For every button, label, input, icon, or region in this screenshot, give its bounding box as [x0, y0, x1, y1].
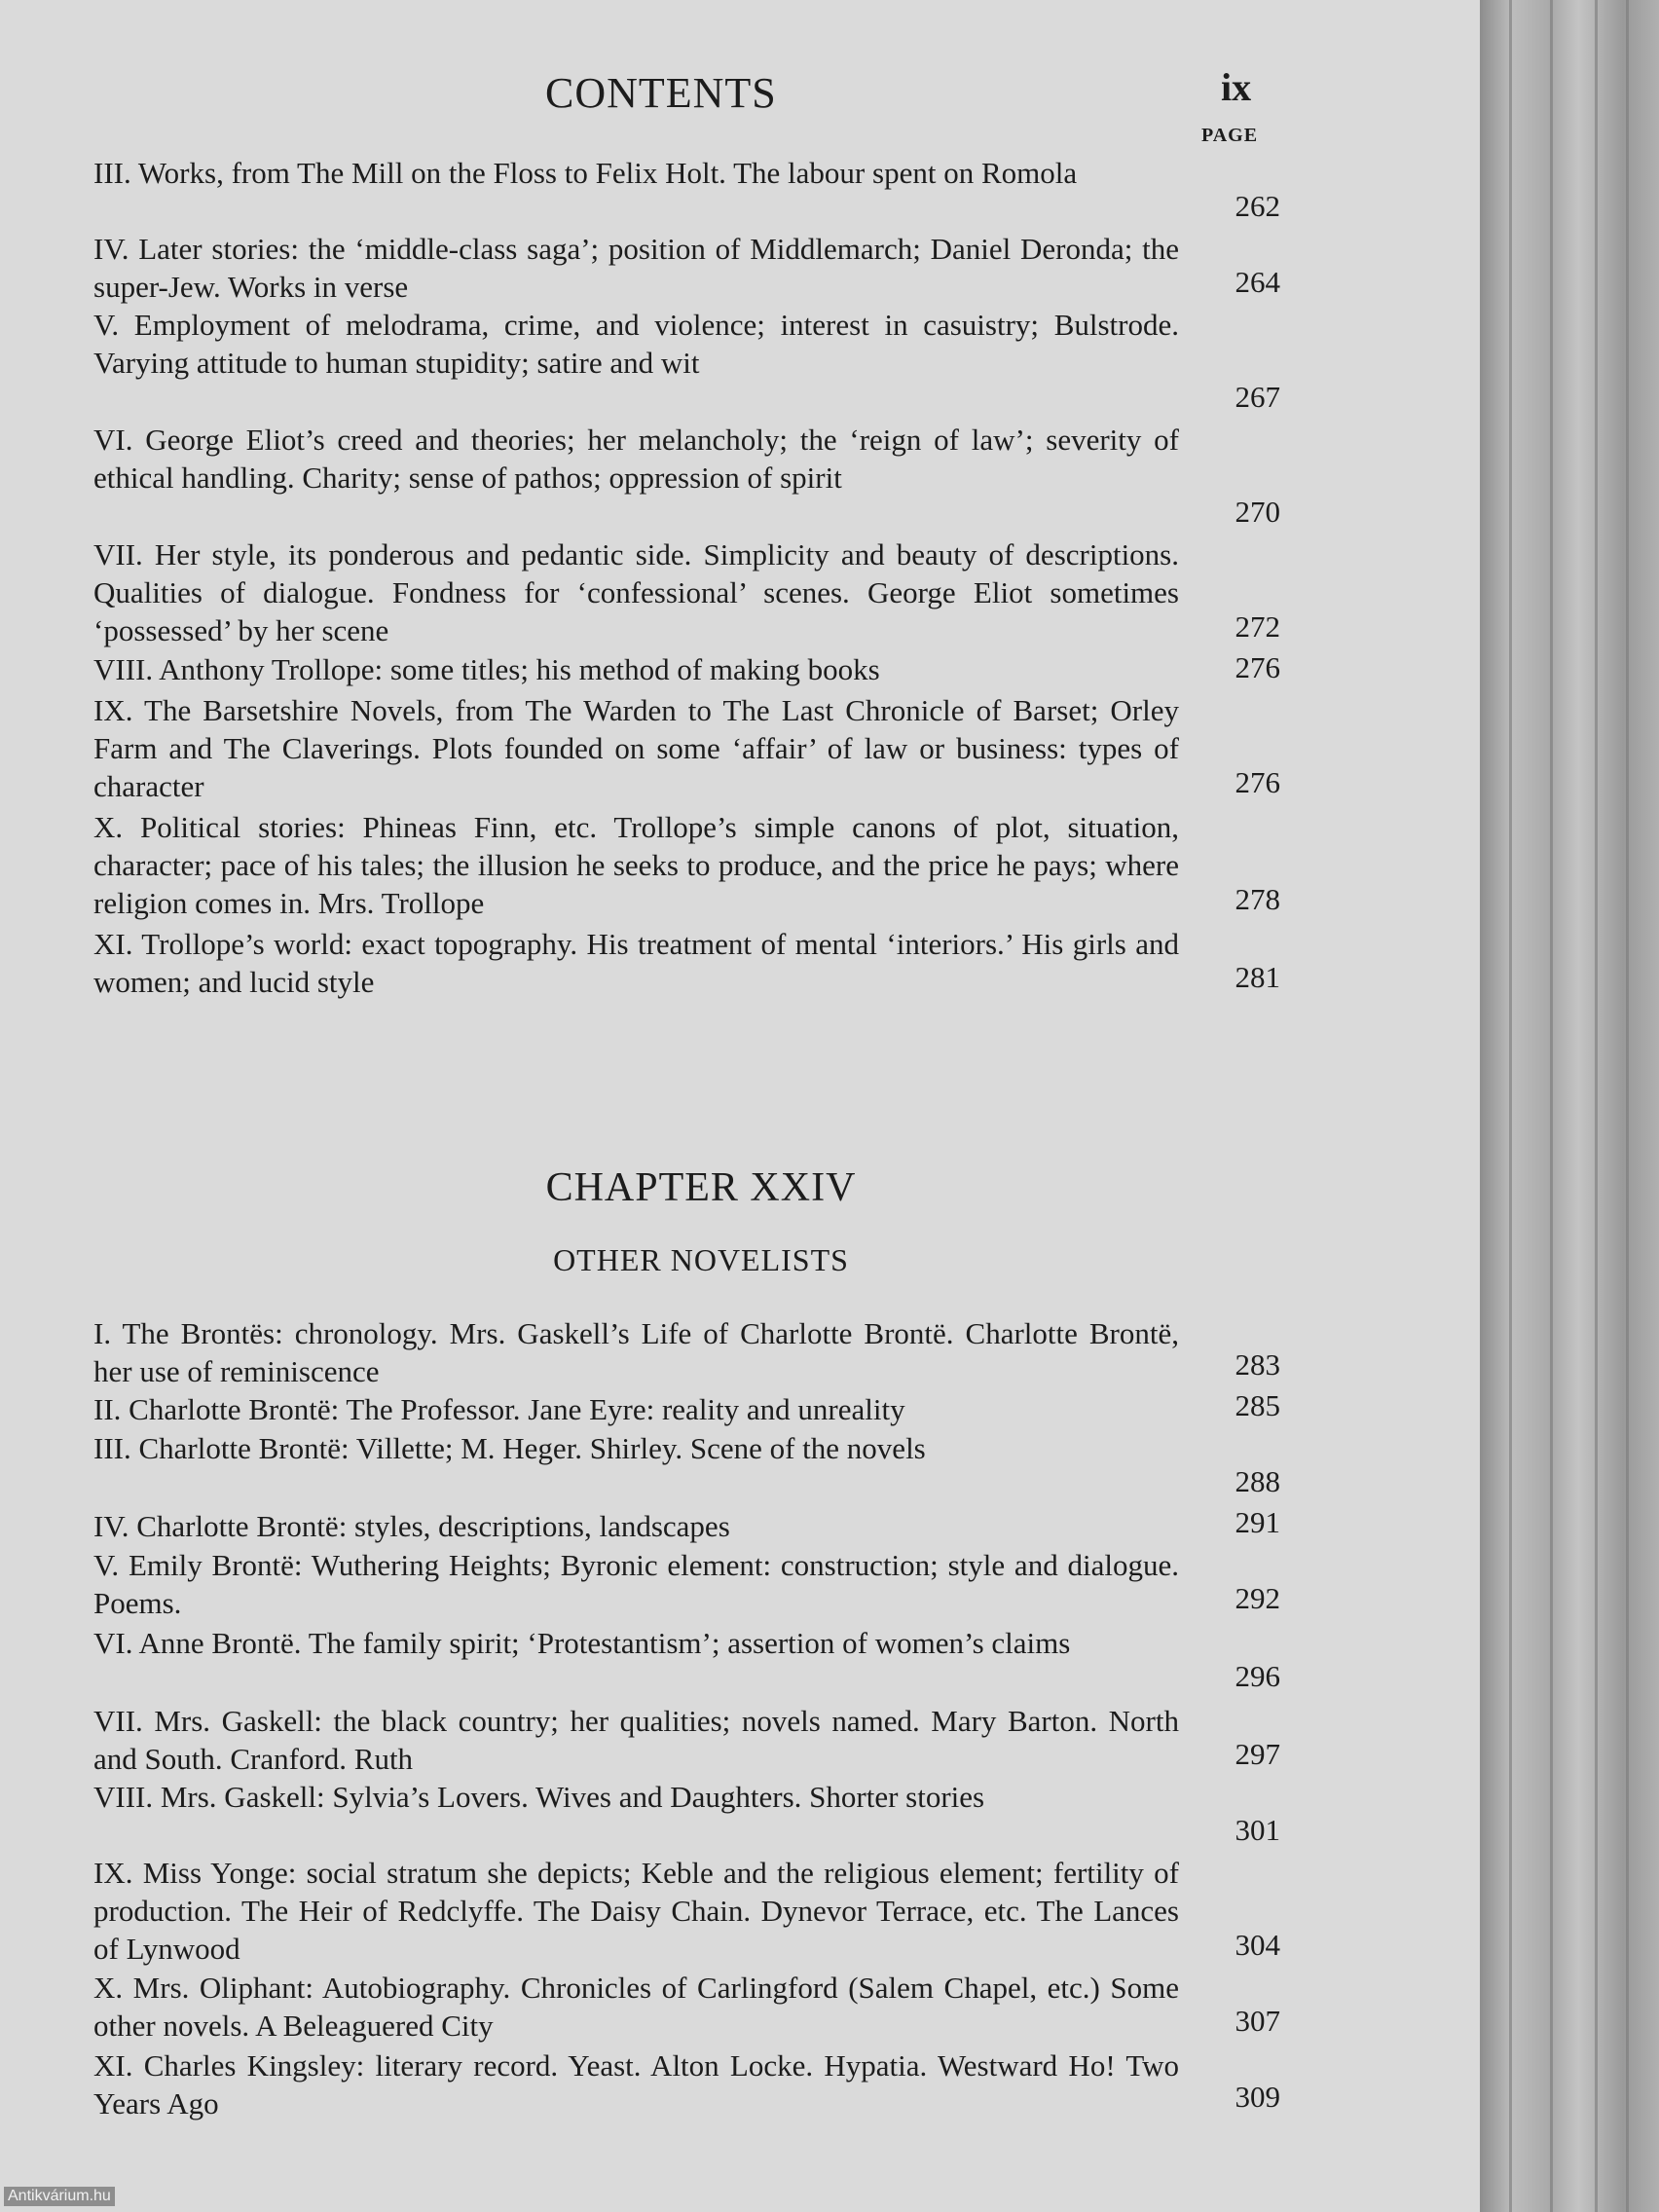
toc-entry-page: 270 [1235, 495, 1280, 529]
toc-entry: VIII. Mrs. Gaskell: Sylvia’s Lovers. Wives and Daughters. Shorter stories [93, 1780, 985, 1814]
toc-entry: II. Charlotte Brontë: The Professor. Jane Eyre: reality and unreality [93, 1392, 905, 1426]
toc-entry: VI. George Eliot’s creed and theories; her melancholy; the ‘reign of law’; severity of ethical handling. Charity; sense of pathos; oppression of spirit [93, 423, 1179, 495]
toc-entry: IX. The Barsetshire Novels, from The Warden to The Last Chronicle of Barset; Orley Farm and The Claverings. Plots founded on some ‘affair’ of law or business: types of character [93, 693, 1179, 803]
page-edge-line [1595, 0, 1598, 2212]
toc-entry-page: 292 [1235, 1581, 1280, 1615]
toc-entry: IX. Miss Yonge: social stratum she depicts; Keble and the religious element; fertility of production. The Heir of Redclyffe. The Daisy Chain. Dynevor Terrace, etc. The Lances of Lynwood [93, 1856, 1179, 1966]
watermark-label: Antikvárium.hu [4, 2187, 115, 2206]
page-number: ix [1221, 65, 1252, 109]
toc-entry-page: 307 [1235, 2004, 1280, 2038]
toc-entry: XI. Trollope’s world: exact topography. His treatment of mental ‘interiors.’ His girls and women; and lucid style [93, 927, 1179, 999]
toc-entry-page: 278 [1235, 882, 1280, 916]
toc-entry-page: 309 [1235, 2080, 1280, 2114]
toc-entry-page: 281 [1235, 960, 1280, 994]
toc-entry: I. The Brontës: chronology. Mrs. Gaskell’s Life of Charlotte Brontë. Charlotte Brontë, her use of reminiscence [93, 1316, 1179, 1388]
toc-entry-page: 304 [1235, 1928, 1280, 1962]
toc-entry-page: 285 [1235, 1388, 1280, 1422]
chapter-subtitle: OTHER NOVELISTS [553, 1242, 849, 1277]
toc-entry: X. Mrs. Oliphant: Autobiography. Chronicles of Carlingford (Salem Chapel, etc.) Some other novels. A Beleaguered City [93, 1971, 1179, 2043]
page-stack-edge [1480, 0, 1659, 2212]
toc-entry-page: 262 [1235, 189, 1280, 223]
toc-entry: V. Employment of melodrama, crime, and violence; interest in casuistry; Bulstrode. Varying attitude to human stupidity; satire and wit [93, 308, 1179, 380]
toc-entry: X. Political stories: Phineas Finn, etc. Trollope’s simple canons of plot, situation, character; pace of his tales; the illusion he seeks to produce, and the price he pays; where religion comes in. Mrs. Trollope [93, 810, 1179, 920]
page-edge-line [1509, 0, 1512, 2212]
chapter-heading: CHAPTER XXIV [545, 1165, 857, 1210]
toc-entry: III. Charlotte Brontë: Villette; M. Heger. Shirley. Scene of the novels [93, 1431, 926, 1465]
toc-entry-page: 296 [1235, 1659, 1280, 1693]
toc-entry-page: 291 [1235, 1505, 1280, 1539]
toc-entry-page: 264 [1235, 265, 1280, 299]
page-edge-line [1626, 0, 1629, 2212]
toc-entry-page: 267 [1235, 380, 1280, 414]
toc-entry-page: 297 [1235, 1737, 1280, 1771]
toc-entry: III. Works, from The Mill on the Floss to Felix Holt. The labour spent on Romola [93, 156, 1078, 190]
toc-entry: VII. Her style, its ponderous and pedantic side. Simplicity and beauty of descriptions. Qualities of dialogue. Fondness for ‘confessional’ scenes. George Eliot sometimes ‘possessed’ by her scene [93, 537, 1179, 647]
toc-entry-page: 276 [1235, 765, 1280, 799]
toc-entry-page: 301 [1235, 1813, 1280, 1847]
toc-entry: VII. Mrs. Gaskell: the black country; her qualities; novels named. Mary Barton. North and South. Cranford. Ruth [93, 1704, 1179, 1776]
page-column-label: PAGE [1201, 125, 1259, 146]
toc-entry: IV. Charlotte Brontë: styles, descriptions, landscapes [93, 1509, 730, 1543]
toc-entry-page: 276 [1235, 650, 1280, 684]
toc-entry: VI. Anne Brontë. The family spirit; ‘Protestantism’; assertion of women’s claims [93, 1626, 1071, 1660]
toc-entry-page: 272 [1235, 609, 1280, 644]
toc-entry: IV. Later stories: the ‘middle-class saga’; position of Middlemarch; Daniel Deronda; the super-Jew. Works in verse [93, 232, 1179, 304]
toc-entry: XI. Charles Kingsley: literary record. Yeast. Alton Locke. Hypatia. Westward Ho! Two Years Ago [93, 2048, 1179, 2120]
toc-entry-page: 288 [1235, 1464, 1280, 1498]
toc-entry: V. Emily Brontë: Wuthering Heights; Byronic element: construction; style and dialogue. Poems. [93, 1548, 1179, 1620]
page-edge-line [1550, 0, 1553, 2212]
toc-entry: VIII. Anthony Trollope: some titles; his method of making books [93, 652, 880, 686]
page-title: CONTENTS [545, 69, 777, 117]
toc-entry-page: 283 [1235, 1347, 1280, 1382]
